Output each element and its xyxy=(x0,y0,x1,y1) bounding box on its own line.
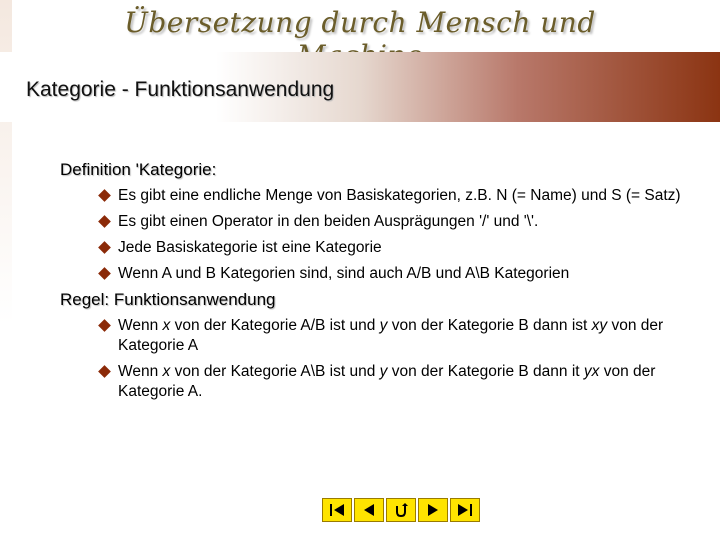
slide-title: Kategorie - Funktionsanwendung xyxy=(26,78,335,101)
diamond-bullet-icon xyxy=(98,319,111,332)
previous-icon xyxy=(359,502,379,518)
return-button[interactable] xyxy=(386,498,416,522)
diamond-bullet-icon xyxy=(98,215,111,228)
list-item: Wenn A und B Kategorien sind, sind auch A/B und A\B Kategorien xyxy=(60,264,700,284)
section-heading-definition: Definition 'Kategorie: xyxy=(60,160,217,179)
list-item: Es gibt einen Operator in den beiden Ausprägungen '/' und '\'. xyxy=(60,212,700,232)
previous-slide-button[interactable] xyxy=(354,498,384,522)
return-icon xyxy=(391,502,411,518)
first-slide-button[interactable] xyxy=(322,498,352,522)
list-item: Es gibt eine endliche Menge von Basiskategorien, z.B. N (= Name) und S (= Satz) xyxy=(60,186,700,206)
last-slide-button[interactable] xyxy=(450,498,480,522)
slide-navigation xyxy=(322,498,482,522)
slide-content xyxy=(60,160,700,408)
diamond-bullet-icon xyxy=(98,267,111,280)
diamond-bullet-icon xyxy=(98,365,111,378)
first-icon xyxy=(327,502,347,518)
definition-list xyxy=(60,186,700,284)
next-icon xyxy=(423,502,443,518)
list-item: Wenn x von der Kategorie A\B ist und y von der Kategorie B dann it yx von der Kategorie A. xyxy=(60,362,700,402)
section-heading-rule: Regel: Funktionsanwendung xyxy=(60,290,276,309)
rule-list xyxy=(60,316,700,402)
diamond-bullet-icon xyxy=(98,189,111,202)
banner-logo: Übersetzung durch Mensch und xyxy=(124,6,596,39)
last-icon xyxy=(455,502,475,518)
diamond-bullet-icon xyxy=(98,241,111,254)
list-item: Wenn x von der Kategorie A/B ist und y von der Kategorie B dann ist xy von der Kategorie A xyxy=(60,316,700,356)
list-item: Jede Basiskategorie ist eine Kategorie xyxy=(60,238,700,258)
next-slide-button[interactable] xyxy=(418,498,448,522)
